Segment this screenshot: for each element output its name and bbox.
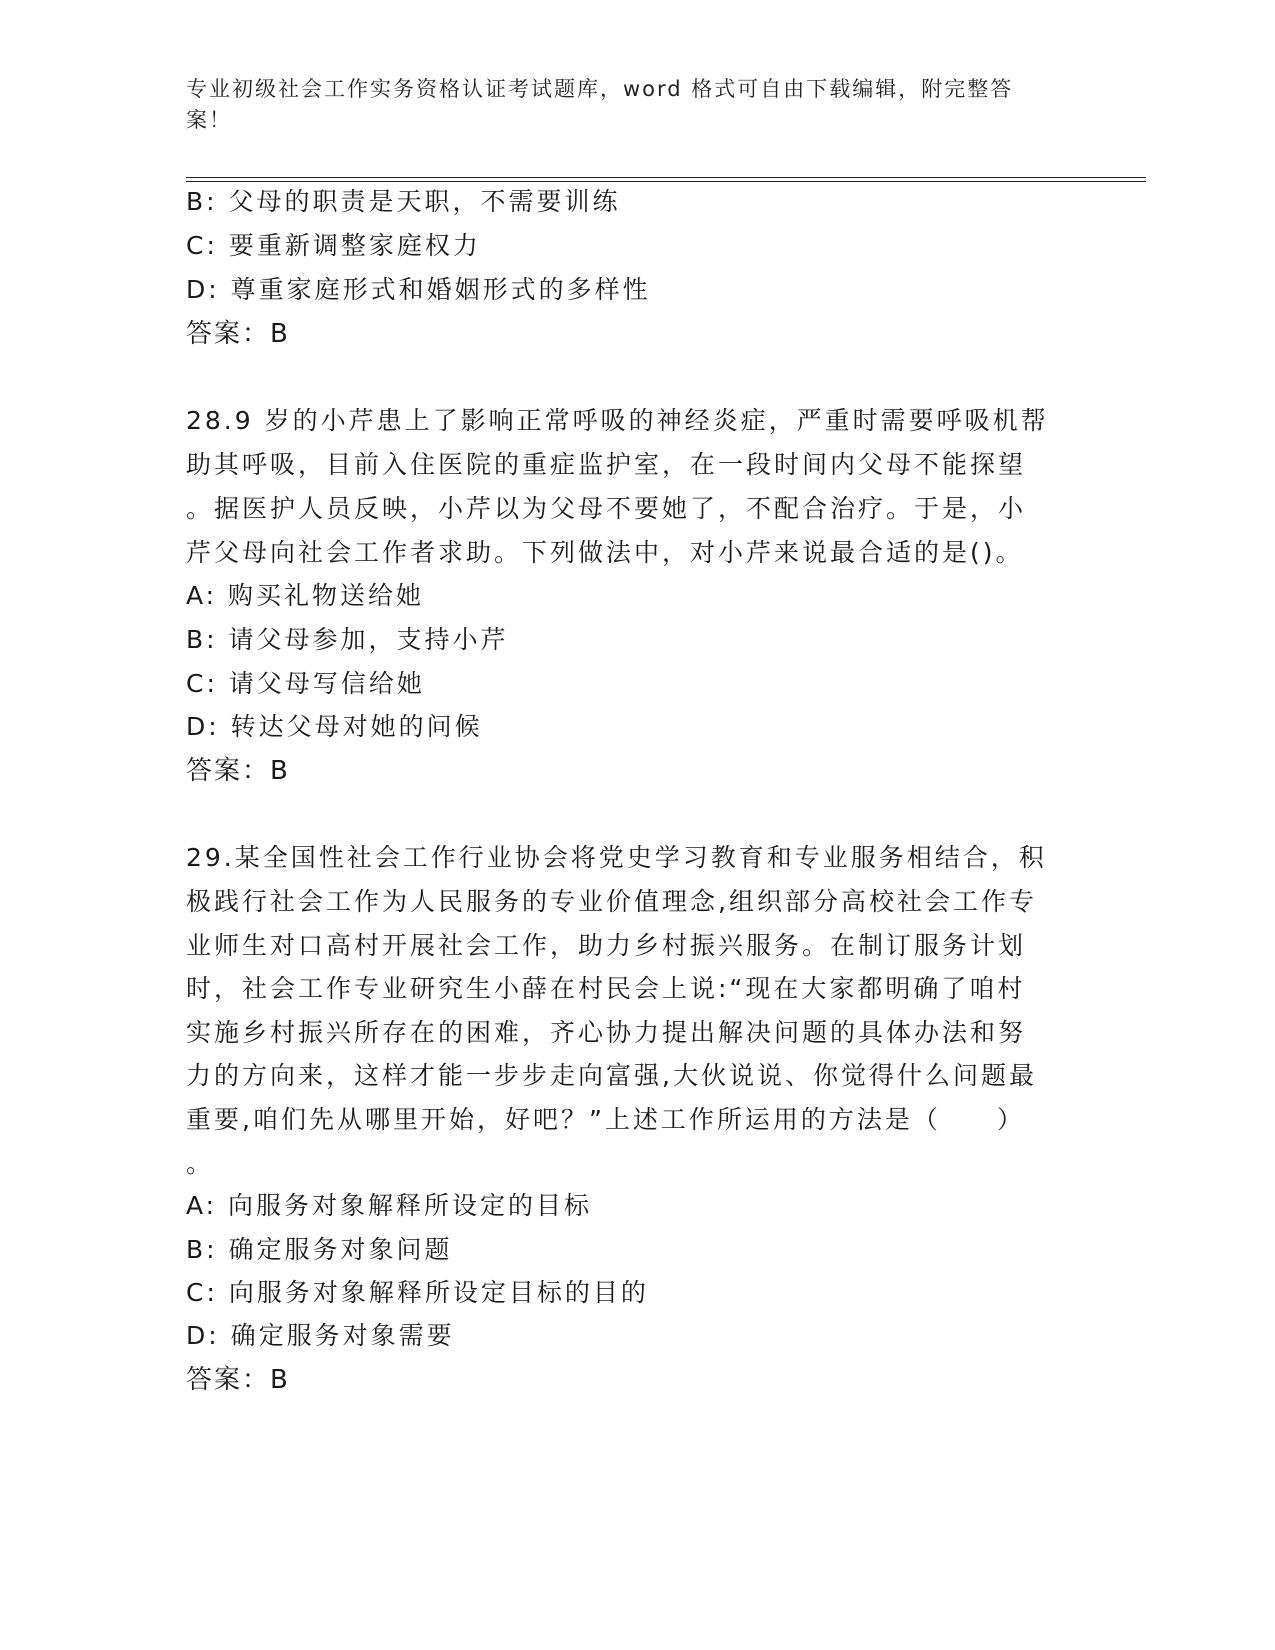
header-text-line-2: 案！	[186, 108, 232, 132]
q27-answer-label: 答案：	[186, 319, 271, 349]
header-text-line-1: 专业初级社会工作实务资格认证考试题库，word 格式可自由下载编辑，附完整答	[186, 77, 1014, 101]
q29-answer	[186, 1364, 289, 1396]
q29-stem-line-7: 重要,咱们先从哪里开始，好吧？”上述工作所运用的方法是（ ）	[186, 1105, 1025, 1134]
q28-stem-line-2: 助其呼吸，目前入住医院的重症监护室，在一段时间内父母不能探望	[186, 450, 1027, 479]
q28-answer	[186, 755, 289, 787]
q27-answer	[186, 318, 289, 350]
q27-answer-value: B	[270, 319, 289, 349]
q28-option-c: C: 请父母写信给她	[186, 669, 425, 698]
q29-answer-value: B	[270, 1365, 289, 1395]
q29-stem-line-1: 29.某全国性社会工作行业协会将党史学习教育和专业服务相结合，积	[186, 843, 1047, 872]
q29-option-a: A: 向服务对象解释所设定的目标	[186, 1191, 593, 1220]
header-divider-top	[186, 177, 1146, 178]
q29-option-d: D: 确定服务对象需要	[186, 1321, 455, 1350]
q29-stem-line-2: 极践行社会工作为人民服务的专业价值理念,组织部分高校社会工作专	[186, 887, 1037, 916]
q29-answer-label: 答案：	[186, 1365, 271, 1395]
page-header	[186, 74, 1066, 136]
q28-option-a: A: 购买礼物送给她	[186, 581, 425, 610]
q27-option-b: B: 父母的职责是天职，不需要训练	[186, 187, 621, 216]
q28-stem-line-3: 。据医护人员反映，小芹以为父母不要她了，不配合治疗。于是，小	[186, 494, 1027, 523]
q29-stem-line-6: 力的方向来，这样才能一步步走向富强,大伙说说、你觉得什么问题最	[186, 1061, 1037, 1090]
q28-answer-label: 答案：	[186, 756, 271, 786]
q28-stem-line-4: 芹父母向社会工作者求助。下列做法中，对小芹来说最合适的是()。	[186, 538, 1024, 567]
q29-stem-line-3: 业师生对口高村开展社会工作，助力乡村振兴服务。在制订服务计划	[186, 931, 1027, 960]
q27-option-d: D: 尊重家庭形式和婚姻形式的多样性	[186, 275, 651, 304]
q29-stem-line-5: 实施乡村振兴所存在的困难，齐心协力提出解决问题的具体办法和努	[186, 1018, 1027, 1047]
header-divider-bottom	[186, 181, 1146, 182]
q27-option-c: C: 要重新调整家庭权力	[186, 231, 481, 260]
q29-option-b: B: 确定服务对象问题	[186, 1235, 453, 1264]
q28-answer-value: B	[270, 756, 289, 786]
q28-option-b: B: 请父母参加，支持小芹	[186, 625, 509, 654]
q28-option-d: D: 转达父母对她的问候	[186, 712, 483, 741]
q28-stem-line-1: 28.9 岁的小芹患上了影响正常呼吸的神经炎症，严重时需要呼吸机帮	[186, 406, 1049, 435]
q29-option-c: C: 向服务对象解释所设定目标的目的	[186, 1278, 649, 1307]
q29-stem-line-4: 时，社会工作专业研究生小薛在村民会上说:“现在大家都明确了咱村	[186, 974, 1026, 1003]
q29-stem-line-8: 。	[186, 1149, 215, 1178]
